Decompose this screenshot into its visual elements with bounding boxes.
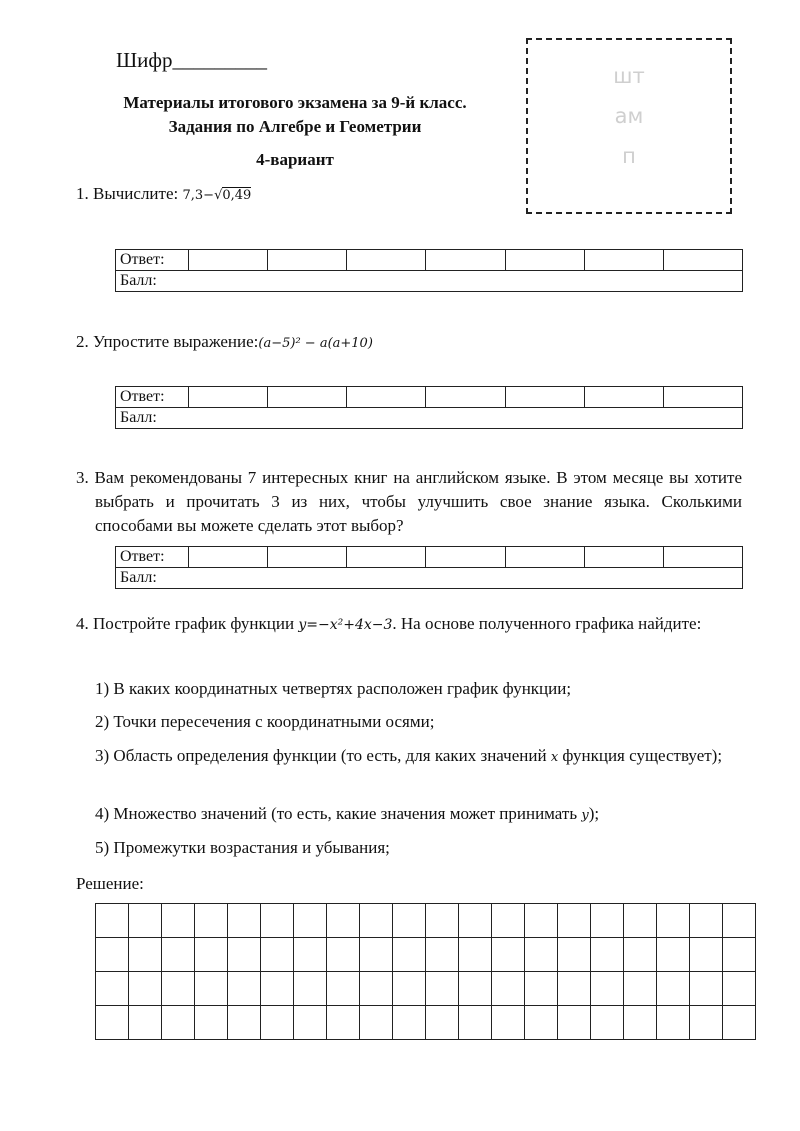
grid-cell[interactable]	[492, 904, 525, 938]
grid-cell[interactable]	[129, 938, 162, 972]
grid-cell[interactable]	[426, 938, 459, 972]
grid-cell[interactable]	[459, 904, 492, 938]
grid-cell[interactable]	[723, 904, 756, 938]
answer-cell[interactable]	[505, 387, 584, 408]
question-4-item-2: 2) Точки пересечения с координатными осями;	[95, 712, 435, 731]
grid-cell[interactable]	[96, 972, 129, 1006]
grid-cell[interactable]	[294, 938, 327, 972]
sqrt-icon: √	[214, 188, 223, 203]
grid-cell[interactable]	[129, 1006, 162, 1040]
grid-cell[interactable]	[96, 938, 129, 972]
grid-cell[interactable]	[327, 938, 360, 972]
question-1	[76, 182, 251, 208]
score-label: Балл:	[116, 408, 743, 429]
item-4-tail: );	[588, 804, 600, 823]
stamp-text-3: п	[622, 144, 636, 168]
grid-cell[interactable]	[723, 1006, 756, 1040]
answer-cell[interactable]	[189, 250, 268, 271]
grid-cell[interactable]	[393, 904, 426, 938]
question-4-item-1: 1) В каких координатных четвертях расположен график функции;	[95, 679, 572, 698]
grid-cell[interactable]	[657, 972, 690, 1006]
item-4-var: y	[581, 808, 589, 823]
grid-cell[interactable]	[657, 904, 690, 938]
grid-cell[interactable]	[228, 938, 261, 972]
answer-table-1	[115, 249, 743, 292]
grid-cell[interactable]	[624, 1006, 657, 1040]
grid-cell[interactable]	[624, 938, 657, 972]
grid-cell[interactable]	[591, 972, 624, 1006]
answer-cell[interactable]	[347, 387, 426, 408]
grid-cell[interactable]	[492, 972, 525, 1006]
answer-cell[interactable]	[426, 250, 505, 271]
grid-cell[interactable]	[525, 972, 558, 1006]
exam-title-line1: Материалы итогового экзамена за 9-й класс.	[123, 93, 467, 112]
answer-cell[interactable]	[426, 547, 505, 568]
grid-cell[interactable]	[360, 1006, 393, 1040]
item-3-text: 3) Область определения функции (то есть, для каких значений	[95, 746, 547, 765]
grid-cell[interactable]	[558, 1006, 591, 1040]
grid-cell[interactable]	[162, 904, 195, 938]
question-4-item-3	[95, 744, 742, 770]
formula-part: 7,3	[182, 188, 204, 203]
answer-cell[interactable]	[584, 547, 663, 568]
grid-cell[interactable]	[393, 972, 426, 1006]
grid-cell[interactable]	[228, 904, 261, 938]
grid-cell[interactable]	[525, 904, 558, 938]
grid-cell[interactable]	[591, 938, 624, 972]
grid-cell[interactable]	[261, 972, 294, 1006]
question-4-item-4	[95, 802, 742, 828]
question-2	[76, 330, 373, 356]
grid-cell[interactable]	[690, 972, 723, 1006]
formula-part: −	[203, 188, 215, 203]
question-1-formula	[182, 187, 251, 203]
grid-cell[interactable]	[525, 938, 558, 972]
grid-cell[interactable]	[294, 1006, 327, 1040]
grid-cell[interactable]	[459, 972, 492, 1006]
grid-row	[96, 972, 756, 1006]
question-1-text: 1. Вычислите:	[76, 184, 179, 203]
answer-table-2	[115, 386, 743, 429]
question-4	[76, 612, 742, 637]
grid-cell[interactable]	[261, 938, 294, 972]
answer-label: Ответ:	[116, 250, 189, 271]
grid-cell[interactable]	[492, 1006, 525, 1040]
grid-cell[interactable]	[459, 1006, 492, 1040]
grid-cell[interactable]	[261, 1006, 294, 1040]
grid-row	[96, 904, 756, 938]
grid-cell[interactable]	[492, 938, 525, 972]
answer-cell[interactable]	[189, 387, 268, 408]
answer-cell[interactable]	[268, 547, 347, 568]
stamp-text-2: ам	[614, 104, 644, 128]
grid-cell[interactable]	[624, 904, 657, 938]
grid-cell[interactable]	[129, 904, 162, 938]
grid-cell[interactable]	[195, 938, 228, 972]
grid-cell[interactable]	[96, 1006, 129, 1040]
grid-cell[interactable]	[690, 904, 723, 938]
grid-cell[interactable]	[195, 972, 228, 1006]
stamp-box	[526, 38, 732, 214]
answer-cell[interactable]	[663, 387, 742, 408]
grid-cell[interactable]	[426, 904, 459, 938]
grid-cell[interactable]	[261, 904, 294, 938]
stamp-text-1: шт	[613, 64, 645, 88]
grid-row	[96, 1006, 756, 1040]
grid-row	[96, 938, 756, 972]
question-4-text-after: . На основе полученного графика найдите:	[392, 614, 702, 633]
grid-cell[interactable]	[426, 1006, 459, 1040]
grid-cell[interactable]	[459, 938, 492, 972]
question-4-item-5: 5) Промежутки возрастания и убывания;	[95, 838, 390, 857]
answer-cell[interactable]	[268, 387, 347, 408]
grid-cell[interactable]	[294, 904, 327, 938]
answer-cell[interactable]	[426, 387, 505, 408]
formula-part: 0,49	[222, 188, 252, 203]
grid-cell[interactable]	[294, 972, 327, 1006]
grid-cell[interactable]	[327, 1006, 360, 1040]
grid-cell[interactable]	[723, 972, 756, 1006]
grid-cell[interactable]	[162, 972, 195, 1006]
grid-cell[interactable]	[558, 938, 591, 972]
score-label: Балл:	[116, 271, 743, 292]
grid-cell[interactable]	[558, 972, 591, 1006]
grid-cell[interactable]	[426, 972, 459, 1006]
grid-cell[interactable]	[96, 904, 129, 938]
answer-cell[interactable]	[505, 547, 584, 568]
cipher-field: Шифр_________	[116, 48, 268, 72]
grid-cell[interactable]	[195, 904, 228, 938]
answer-label: Ответ:	[116, 547, 189, 568]
grid-cell[interactable]	[360, 904, 393, 938]
answer-cell[interactable]	[584, 387, 663, 408]
grid-cell[interactable]	[723, 938, 756, 972]
grid-cell[interactable]	[591, 904, 624, 938]
grid-cell[interactable]	[525, 1006, 558, 1040]
solution-grid[interactable]	[95, 903, 756, 1040]
score-label: Балл:	[116, 568, 743, 589]
grid-cell[interactable]	[327, 904, 360, 938]
grid-cell[interactable]	[360, 972, 393, 1006]
grid-cell[interactable]	[591, 1006, 624, 1040]
grid-cell[interactable]	[393, 1006, 426, 1040]
grid-cell[interactable]	[690, 938, 723, 972]
grid-cell[interactable]	[624, 972, 657, 1006]
grid-cell[interactable]	[228, 972, 261, 1006]
question-2-formula: (a−5)² − a(a+10)	[258, 336, 373, 351]
grid-cell[interactable]	[228, 1006, 261, 1040]
answer-cell[interactable]	[663, 250, 742, 271]
answer-table-3	[115, 546, 743, 589]
grid-cell[interactable]	[129, 972, 162, 1006]
grid-cell[interactable]	[690, 1006, 723, 1040]
question-3-text: 3. Вам рекомендованы 7 интересных книг на английском языке. В этом месяце вы хотите выбрать и прочитать 3 из них, чтобы улучшить свое знание языка. Сколькими способами вы можете сделать этот выбор?	[76, 468, 742, 535]
grid-cell[interactable]	[657, 938, 690, 972]
question-4-text: 4. Постройте график функции	[76, 614, 295, 633]
solution-grid-wrap	[95, 903, 756, 1040]
answer-cell[interactable]	[505, 250, 584, 271]
answer-cell[interactable]	[347, 250, 426, 271]
grid-cell[interactable]	[162, 1006, 195, 1040]
grid-cell[interactable]	[195, 1006, 228, 1040]
grid-cell[interactable]	[360, 938, 393, 972]
answer-cell[interactable]	[268, 250, 347, 271]
question-2-text: 2. Упростите выражение:	[76, 332, 259, 351]
grid-cell[interactable]	[393, 938, 426, 972]
grid-cell[interactable]	[657, 1006, 690, 1040]
item-3-tail: функция существует);	[562, 746, 723, 765]
answer-cell[interactable]	[663, 547, 742, 568]
item-3-var: x	[550, 750, 559, 765]
answer-label: Ответ:	[116, 387, 189, 408]
grid-cell[interactable]	[162, 938, 195, 972]
answer-cell[interactable]	[347, 547, 426, 568]
variant-label: 4-вариант	[256, 150, 334, 169]
solution-label: Решение:	[76, 874, 144, 893]
grid-cell[interactable]	[558, 904, 591, 938]
question-4-formula: y=−x²+4x−3	[298, 617, 393, 633]
answer-cell[interactable]	[584, 250, 663, 271]
answer-cell[interactable]	[189, 547, 268, 568]
exam-title-line2: Задания по Алгебре и Геометрии	[168, 117, 422, 136]
item-4-text: 4) Множество значений (то есть, какие значения может принимать	[95, 804, 578, 823]
grid-cell[interactable]	[327, 972, 360, 1006]
